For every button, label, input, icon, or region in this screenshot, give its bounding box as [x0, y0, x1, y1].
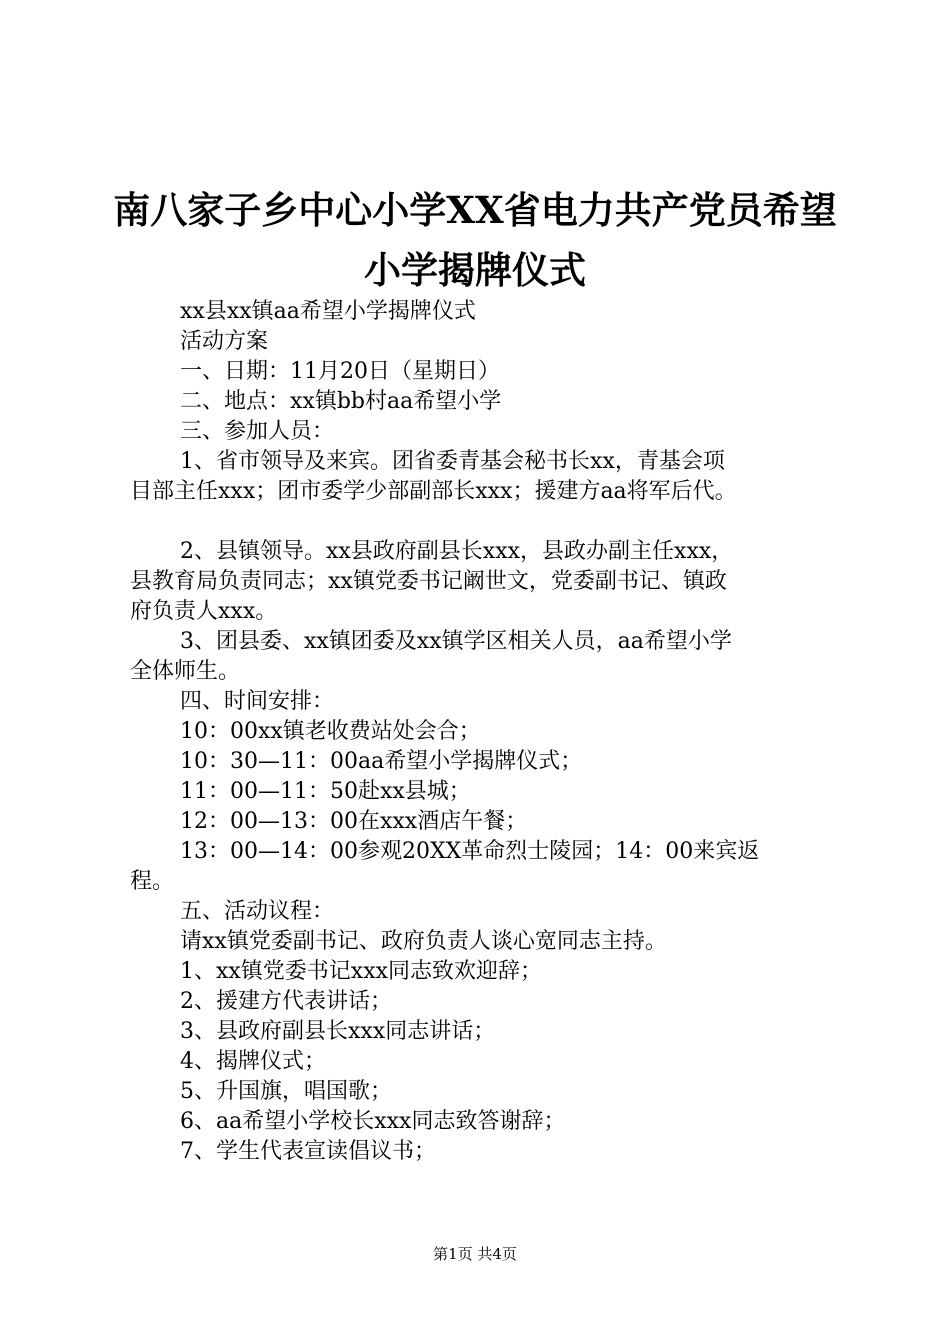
document-body: [130, 297, 850, 1167]
body-line: 4、揭牌仪式；: [180, 1049, 326, 1074]
document-title-line-2: 小学揭牌仪式: [364, 248, 586, 292]
body-line: 活动方案: [180, 329, 269, 354]
body-line: 3、县政府副县长xxx同志讲话；: [180, 1019, 496, 1044]
body-line: 程。: [130, 869, 175, 894]
document-title-line-1: 南八家子乡中心小学XX省电力共产党员希望: [113, 188, 837, 232]
body-line: 6、aa希望小学校长xxx同志致答谢辞；: [180, 1109, 566, 1134]
body-line: 府负责人xxx。: [130, 599, 278, 624]
body-line: 3、团县委、xx镇团委及xx镇学区相关人员，aa希望小学: [180, 629, 732, 654]
body-line: 11：00—11：50赴xx县城；: [180, 779, 471, 804]
body-line: 一、日期：11月20日（星期日）: [180, 359, 500, 384]
body-line: 1、省市领导及来宾。团省委青基会秘书长xx，青基会项: [180, 449, 725, 474]
paragraph-gap: [130, 507, 850, 537]
body-line: 五、活动议程：: [180, 899, 335, 924]
body-line: 县教育局负责同志；xx镇党委书记阚世文，党委副书记、镇政: [130, 569, 727, 594]
body-line: 请xx镇党委副书记、政府负责人谈心宽同志主持。: [180, 929, 667, 954]
body-line: 10：30—11：00aa希望小学揭牌仪式；: [180, 749, 583, 774]
body-line: 10：00xx镇老收费站处会合；: [180, 719, 481, 744]
body-line: 三、参加人员：: [180, 419, 335, 444]
body-line: 2、县镇领导。xx县政府副县长xxx，县政办副主任xxx，: [180, 539, 734, 564]
page-footer: 第1页 共4页: [433, 1245, 517, 1263]
body-line: 2、援建方代表讲话；: [180, 989, 392, 1014]
body-line: 目部主任xxx；团市委学少部副部长xxx；援建方aa将军后代。: [130, 479, 737, 504]
body-line: 四、时间安排：: [180, 689, 335, 714]
body-line: 7、学生代表宣读倡议书；: [180, 1139, 436, 1164]
body-line: xx县xx镇aa希望小学揭牌仪式: [180, 299, 476, 324]
body-line: 全体师生。: [130, 659, 241, 684]
body-line: 13：00—14：00参观20XX革命烈士陵园；14：00来宾返: [180, 839, 760, 864]
body-line: 二、地点：xx镇bb村aa希望小学: [180, 389, 502, 414]
body-line: 5、升国旗，唱国歌；: [180, 1079, 392, 1104]
body-line: 1、xx镇党委书记xxx同志致欢迎辞；: [180, 959, 543, 984]
body-line: 12：00—13：00在xxx酒店午餐；: [180, 809, 528, 834]
